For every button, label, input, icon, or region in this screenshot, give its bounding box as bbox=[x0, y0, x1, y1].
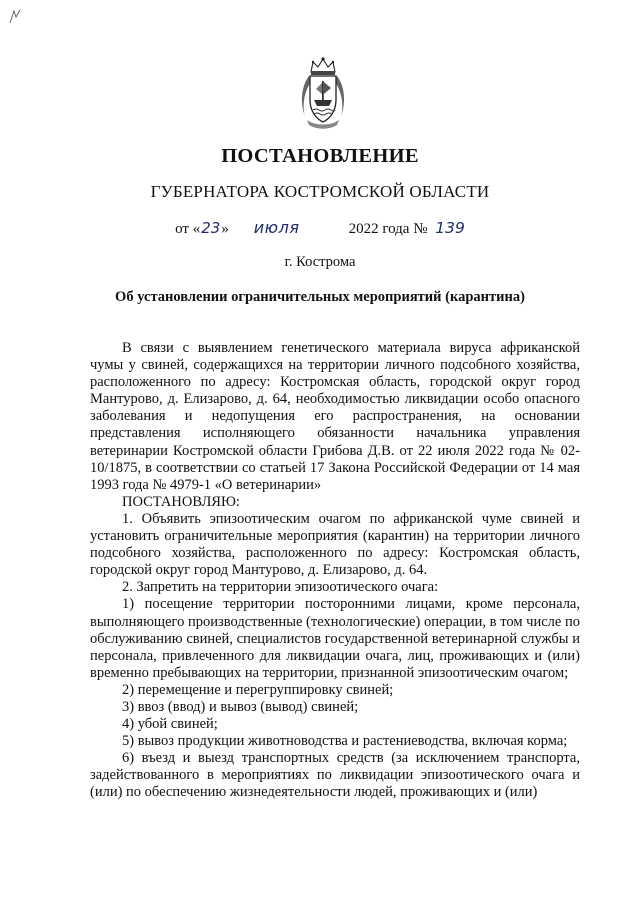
paragraph-subitem-4: 4) убой свиней; bbox=[122, 716, 218, 733]
paragraph-subitem-3: 3) ввоз (ввод) и вывоз (вывод) свиней; bbox=[122, 698, 359, 715]
document-city: г. Кострома bbox=[284, 254, 356, 270]
handwritten-document-number: 139 bbox=[435, 219, 465, 237]
paragraph-subitem-2: 2) перемещение и перегруппировку свиней; bbox=[122, 681, 394, 698]
paragraph-subitem-5: 5) вывоз продукции животноводства и растениеводства, включая корма; bbox=[122, 733, 568, 750]
paragraph-subitem-1: 1) посещение территории посторонними лицами, кроме персонала, выполняющего производственные (технологические) операции, в том числе по обслуживанию свиней, специалистов государственной ветеринарной службы и персонала, привлеченного для ликвидации очага, лиц, проживающих и (или) временно пребывающих на территории, признанной эпизоотическим очагом; bbox=[90, 596, 580, 681]
date-prefix: от « bbox=[175, 221, 201, 237]
paragraph-subitem-6: 6) въезд и выезд транспортных средств (за исключением транспорта, задействованного в мероприятиях по ликвидации эпизоотического очага и (или) по обеспечению жизнедеятельности людей, проживающих и (или) bbox=[90, 750, 580, 801]
document-date-line bbox=[0, 218, 640, 238]
paragraph-item-1: 1. Объявить эпизоотическим очагом по африканской чуме свиней и установить ограничительные мероприятия (карантин) на территории личного подсобного хозяйства, расположенного по адресу: Костромская область, городской округ город Мантурово, д. Елизарово, д. 64. bbox=[90, 510, 580, 579]
document-title: ПОСТАНОВЛЕНИЕ bbox=[221, 145, 419, 167]
handwritten-month: июля bbox=[253, 218, 300, 237]
handwritten-day: 23 bbox=[201, 219, 221, 237]
document-subject: Об установлении ограничительных мероприятий (карантина) bbox=[115, 289, 525, 305]
paragraph-preamble: В связи с выявлением генетического материала вируса африканской чумы у свиней, содержащихся на территории личного подсобного хозяйства, расположенного по адресу: Костромская область, городской округ город Мантурово, д. Елизарово, д. 64, необходимостью ликвидации особо опасного заболевания и недопущения его распространения, на основании представления исполняющего обязанности начальника управления ветеринарии Костромской области Грибова Д.В. от 22 июля 2022 года № 02-10/1875, в соответствии со статьей 17 Закона Российской Федерации от 14 мая 1993 года № 4979-1 «О ветеринарии» bbox=[90, 340, 580, 493]
document-body bbox=[90, 340, 580, 802]
date-year-text: 2022 года № bbox=[348, 221, 428, 237]
document-issuer: ГУБЕРНАТОРА КОСТРОМСКОЙ ОБЛАСТИ bbox=[150, 182, 490, 201]
date-quote-close: » bbox=[221, 221, 229, 237]
coat-of-arms-emblem bbox=[295, 56, 351, 130]
corner-scribble-mark bbox=[8, 8, 22, 26]
paragraph-item-2: 2. Запретить на территории эпизоотического очага: bbox=[122, 579, 439, 596]
paragraph-resolve: ПОСТАНОВЛЯЮ: bbox=[122, 493, 240, 510]
